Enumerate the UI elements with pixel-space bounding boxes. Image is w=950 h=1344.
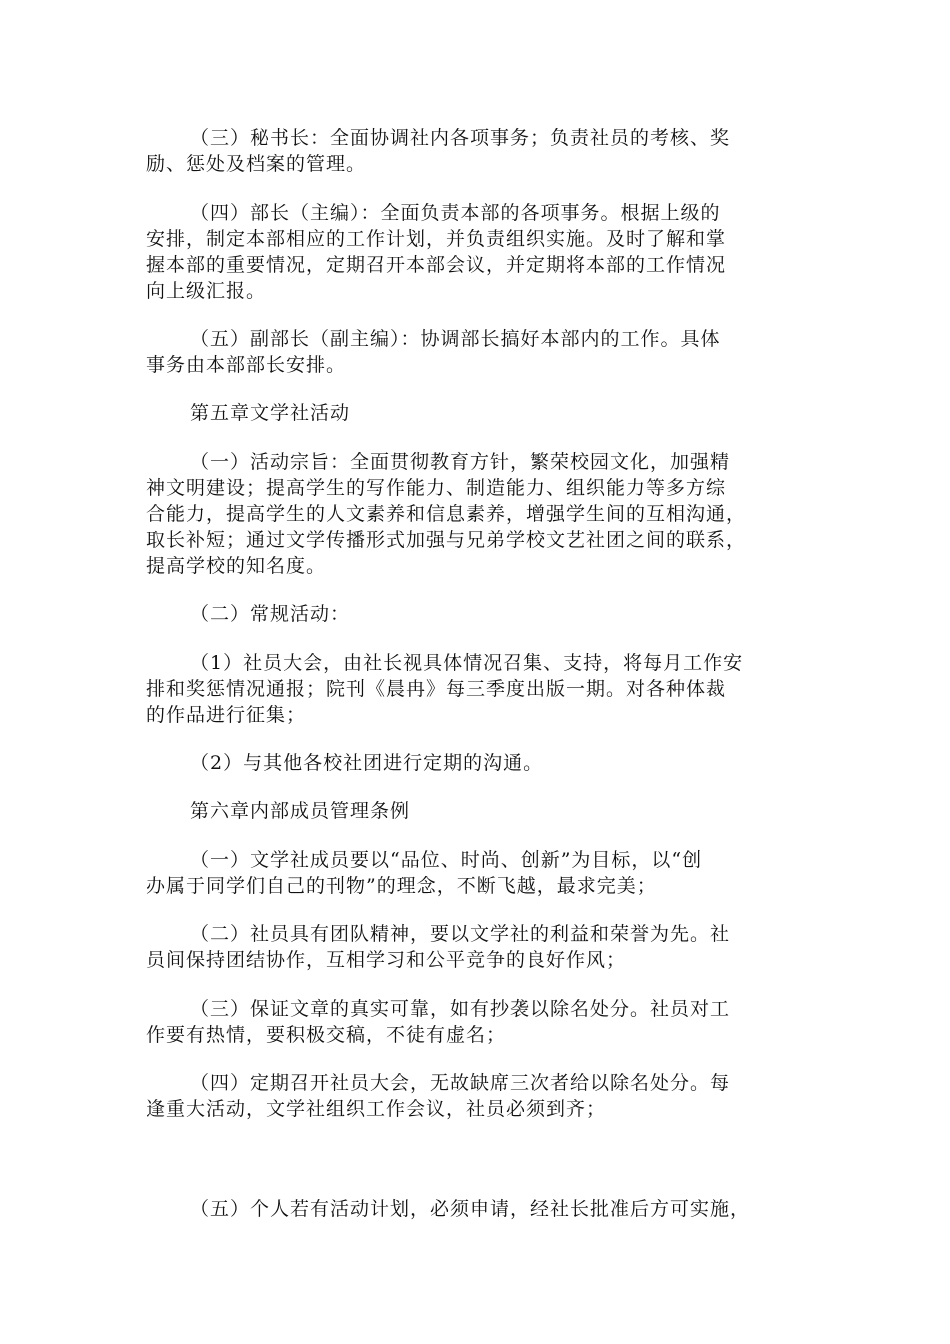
text-line: 励、惩处及档案的管理。 — [146, 153, 367, 175]
text-line: （二）常规活动： — [190, 603, 351, 625]
text-line: 取长补短；通过文学传播形式加强与兄弟学校文艺社团之间的联系， — [146, 529, 747, 551]
text-line: 事务由本部部长安排。 — [146, 354, 347, 376]
chapter-heading: 第五章文学社活动 — [190, 402, 351, 424]
text-line: （五）个人若有活动计划，必须申请，经社长批准后方可实施， — [190, 1198, 751, 1220]
text-line: 员间保持团结协作，互相学习和公平竞争的良好作风； — [146, 949, 627, 971]
chapter-heading: 第六章内部成员管理条例 — [190, 800, 411, 822]
text-line: （一）活动宗旨：全面贯彻教育方针，繁荣校园文化，加强精 — [190, 451, 731, 473]
text-line: （五）副部长（副主编）：协调部长搞好本部内的工作。具体 — [190, 328, 721, 350]
text-line: 提高学校的知名度。 — [146, 555, 327, 577]
text-line: （一）文学社成员要以“品位、时尚、创新”为目标，以“创 — [190, 849, 703, 871]
text-line: （三）秘书长：全面协调社内各项事务；负责社员的考核、奖 — [190, 127, 731, 149]
text-line: 作要有热情，要积极交稿，不徒有虚名； — [146, 1024, 507, 1046]
text-line: 排和奖惩情况通报；院刊《晨冉》每三季度出版一期。对各种体裁 — [146, 678, 727, 700]
text-line: 合能力，提高学生的人文素养和信息素养，增强学生间的互相沟通， — [146, 503, 747, 525]
text-line: 办属于同学们自己的刊物”的理念，不断飞越，最求完美； — [146, 875, 657, 897]
text-line: （三）保证文章的真实可靠，如有抄袭以除名处分。社员对工 — [190, 998, 731, 1020]
text-line: 逢重大活动，文学社组织工作会议，社员必须到齐； — [146, 1098, 607, 1120]
text-line: （四）定期召开社员大会，无故缺席三次者给以除名处分。每 — [190, 1072, 731, 1094]
text-line: （2）与其他各校社团进行定期的沟通。 — [190, 752, 544, 774]
text-line: 的作品进行征集； — [146, 704, 307, 726]
text-line: 握本部的重要情况，定期召开本部会议，并定期将本部的工作情况 — [146, 254, 727, 276]
text-line: 神文明建设；提高学生的写作能力、制造能力、组织能力等多方综 — [146, 477, 727, 499]
text-line: 向上级汇报。 — [146, 280, 267, 302]
text-line: 安排，制定本部相应的工作计划，并负责组织实施。及时了解和掌 — [146, 228, 727, 250]
text-line: （四）部长（主编）：全面负责本部的各项事务。根据上级的 — [190, 202, 721, 224]
text-line: （二）社员具有团队精神，要以文学社的利益和荣誉为先。社 — [190, 923, 731, 945]
text-line: （1）社员大会，由社长视具体情况召集、支持，将每月工作安 — [190, 652, 744, 674]
